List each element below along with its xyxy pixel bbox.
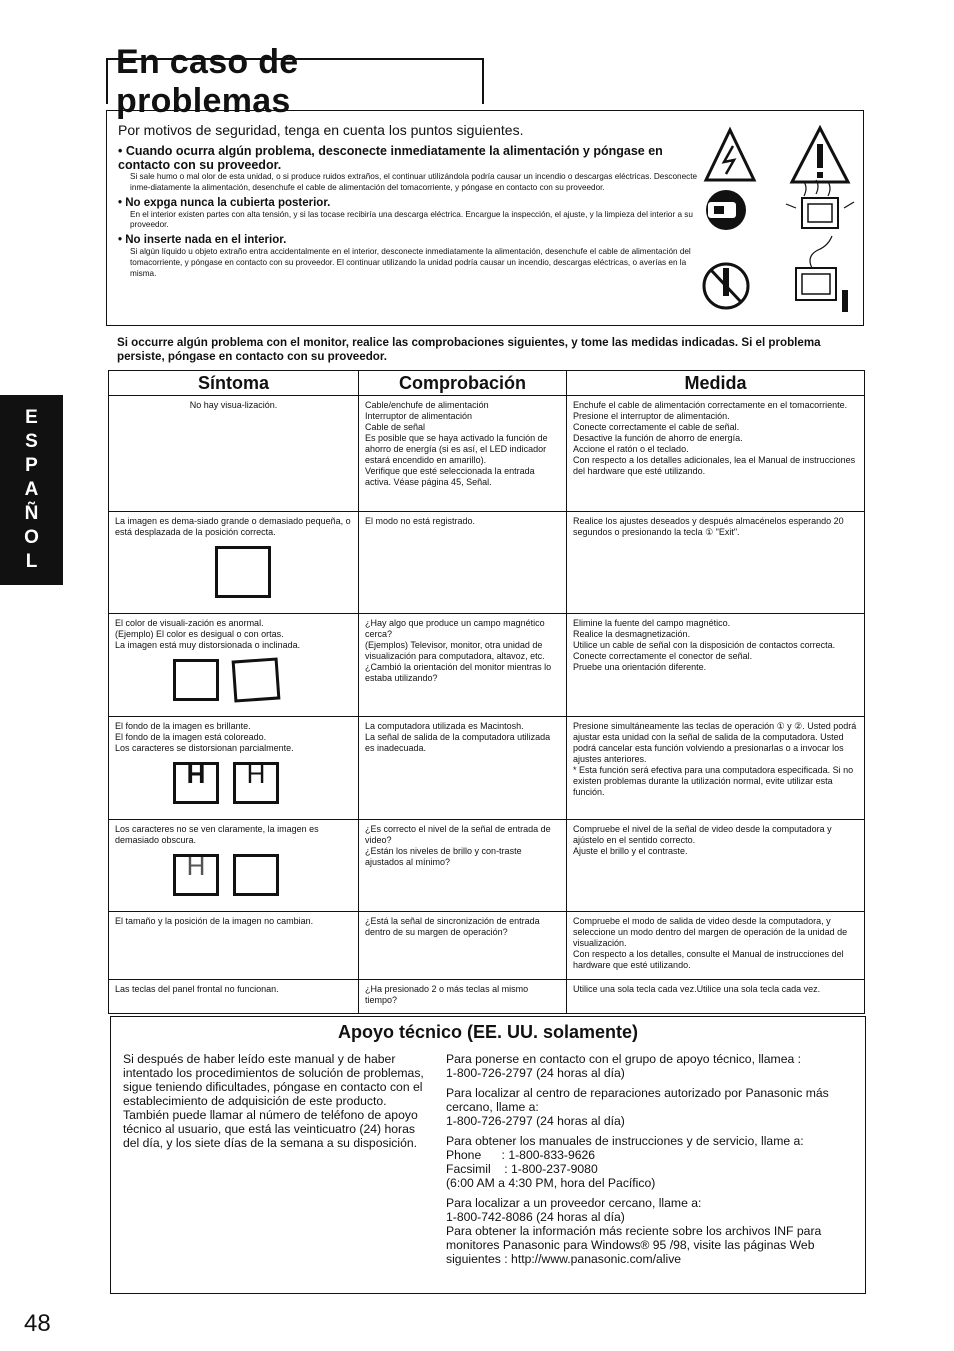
check-cell: ¿Ha presionado 2 o más teclas al mismo tiempo? — [359, 980, 567, 1014]
warning-text-2: En el interior existen partes con alta tensión, y si las tocase recibiría una descarga eléctrica. Encargue la inspección, el ajuste, y la limpieza del interior a su proveedor. — [130, 209, 693, 230]
color-spot-example-icon — [173, 659, 219, 701]
support-right-paragraph: Para localizar a un proveedor cercano, llame a: 1-800-742-8086 (24 horas al día) Para obtener la información más reciente sobre los archivos INF para monitores Panasonic para Windows® 95 /98, visite las páginas Web siguientes : http://www.panasonic.com/alive — [446, 1196, 822, 1266]
h-character-distorted-icon — [233, 759, 279, 804]
warning-text-3: Si algún líquido u objeto extraño entra accidentalmente en el interior, desconecte inmediatamente la alimentación, desenchufe el cable de alimentación del tomacorriente, y póngase en contacto con su proveedor. El continuar utilizando la unidad podría causar un incendio, descargas eléctricas, o averías en la misma. — [130, 247, 691, 278]
header-sintoma: Síntoma — [109, 371, 359, 396]
table-row — [109, 912, 865, 980]
h-glyph: H — [186, 851, 206, 881]
table-header-row — [109, 371, 865, 396]
tech-support-title: Apoyo técnico (EE. UU. solamente) — [337, 1022, 639, 1042]
action-cell: Enchufe el cable de alimentación correctamente en el tomacorriente. Presione el interruptor de alimentación. Conecte correctamente el cable de señal. Desactive la función de ahorro de energía. Accione el ratón o el teclado. Con respecto a los detalles adicionales, lea el Manual de instrucciones del hardware que esté utilizando. — [567, 396, 865, 512]
action-cell: Utilice una sola tecla cada vez.Utilice una sola tecla cada vez. — [567, 980, 865, 1014]
tech-support-left-column — [123, 1052, 425, 1150]
symptom-text: El color de visuali-zación es anormal. (Ejemplo) El color es desigual o con ortas. La imagen está muy distorsionada o inclinada. — [115, 618, 301, 650]
smoking-monitor-icon — [786, 180, 854, 228]
table-row — [109, 396, 865, 512]
caution-warning-icon — [792, 128, 848, 182]
symptom-text: El fondo de la imagen es brillante. El fondo de la imagen está coloreado. Los caracteres se distorsionan parcialmente. — [115, 721, 294, 753]
warning-illustrations — [700, 118, 860, 324]
no-disassembly-icon — [704, 264, 748, 308]
symptom-cell: El tamaño y la posición de la imagen no cambian. — [109, 912, 359, 980]
table-row — [109, 614, 865, 717]
instructions-paragraph: Si occurre algún problema con el monitor, realice las comprobaciones siguientes, y tome las medidas indicadas. Si el problema persiste, póngase en contacto con su proveedor. — [117, 336, 821, 363]
support-left-paragraph: Si después de haber leído este manual y de haber intentado los procedimientos de solución de problemas, sigue teniendo dificultades, póngase en contacto con el establecimiento de adquisición de este producto. — [123, 1052, 424, 1108]
check-cell: ¿Está la señal de sincronización de entrada dentro de su margen de operación? — [359, 912, 567, 980]
h-glyph: H — [246, 759, 266, 789]
action-cell: Realice los ajustes deseados y después almacénelos esperando 20 segundos o presionando la tecla ① "Exit". — [567, 512, 865, 614]
h-character-dim-icon — [173, 851, 219, 896]
table-row — [109, 980, 865, 1014]
action-cell: Compruebe el nivel de la señal de video desde la computadora y ajústelo en el sentido correcto. Ajuste el brillo y el contraste. — [567, 820, 865, 912]
side-tab-letter: L — [25, 551, 38, 572]
symptom-cell — [109, 820, 359, 912]
warning-heading-2: • No expga nunca la cubierta posterior. — [118, 196, 331, 209]
title-frame — [106, 43, 484, 120]
action-cell: Compruebe el modo de salida de video desde la computadora, y seleccione un modo dentro del margen de operación de la unidad de visualización. Con respecto a los detalles, consulte el Manual de instrucciones del hardware que esté utilizando. — [567, 912, 865, 980]
page-number: 48 — [24, 1310, 51, 1337]
dark-image-example-icon — [233, 854, 279, 896]
action-cell: Elimine la fuente del campo magnético. Realice la desmagnetización. Utilice un cable de señal con la disposición de contactos correcta. Conecte correctamente el conector de señal. Pruebe una orientación diferente. — [567, 614, 865, 717]
safety-warning-text — [118, 122, 698, 280]
unplug-icon — [706, 190, 746, 230]
troubleshooting-table — [108, 370, 865, 1014]
language-side-tab — [0, 395, 63, 585]
side-tab-letter: P — [25, 455, 38, 476]
symptom-cell — [109, 396, 359, 512]
support-left-paragraph: También puede llamar al número de teléfono de apoyo técnico al usuario, que está las veinticuatro (24) horas del día, y los siete días de la semana a su disposición. — [123, 1108, 418, 1150]
small-image-example-icon — [215, 546, 271, 598]
side-tab-letter: O — [24, 527, 39, 548]
page-title: En caso de problemas — [116, 43, 299, 120]
warning-heading-3: • No inserte nada en el interior. — [118, 234, 287, 247]
check-cell: ¿Es correcto el nivel de la señal de entrada de video? ¿Están los niveles de brillo y con-traste ajustados al mínimo? — [359, 820, 567, 912]
symptom-cell: Las teclas del panel frontal no funcionan. — [109, 980, 359, 1014]
electric-shock-warning-icon — [706, 130, 754, 180]
header-medida: Medida — [567, 371, 865, 396]
tech-support-right-column — [446, 1052, 862, 1272]
h-character-example-icon — [173, 759, 219, 804]
table-row — [109, 717, 865, 820]
table-row — [109, 820, 865, 912]
action-cell: Presione simultáneamente las teclas de operación ① y ②. Usted podrá ajustar esta unidad con la señal de salida de la computadora. Usted podrá cancelar esta función volviendo a presionarlas o a invocar los ajustes anteriores. * Esta función será efectiva para una computadora especificada. Si no existen problemas durante la utilización normal, evite utilizar esta función. — [567, 717, 865, 820]
check-cell: La computadora utilizada es Macintosh. La señal de salida de la computadora utilizada es inadecuada. — [359, 717, 567, 820]
symptom-text: No hay visua-lización. — [189, 400, 278, 410]
symptom-cell — [109, 614, 359, 717]
support-right-paragraph: Para obtener los manuales de instrucciones y de servicio, llame a: Phone : 1-800-833-9626 Facsimil : 1-800-237-9080 (6:00 AM a 4:30 PM, hora del Pacífico) — [446, 1134, 804, 1190]
side-tab-letter: E — [25, 407, 38, 428]
symptom-text: Los caracteres no se ven claramente, la imagen es demasiado obscura. — [115, 824, 319, 845]
support-right-paragraph: Para localizar al centro de reparaciones autorizado por Panasonic más cercano, llame a: 1-800-726-2797 (24 horas al día) — [446, 1086, 829, 1128]
table-row — [109, 512, 865, 614]
h-glyph: H — [186, 759, 206, 789]
warning-heading-1: • Cuando ocurra algún problema, desconecte inmediatamente la alimentación y póngase en contacto con su proveedor. — [118, 144, 663, 172]
support-right-paragraph: Para ponerse en contacto con el grupo de apoyo técnico, llamea : 1-800-726-2797 (24 horas al día) — [446, 1052, 802, 1080]
side-tab-letter: S — [25, 431, 38, 452]
check-cell: ¿Hay algo que produce un campo magnético cerca? (Ejemplos) Televisor, monitor, otra unidad de visualización para computadora, altavoz, etc. ¿Cambió la orientación del monitor mientras lo estaba utilizando? — [359, 614, 567, 717]
symptom-text: La imagen es dema-siado grande o demasiado pequeña, o está desplazada de la posición correcta. — [115, 516, 351, 537]
symptom-cell — [109, 717, 359, 820]
side-tab-letter: Ñ — [24, 503, 39, 524]
header-comprobacion: Comprobación — [359, 371, 567, 396]
liquid-monitor-icon — [796, 236, 848, 312]
symptom-cell — [109, 512, 359, 614]
check-cell: Cable/enchufe de alimentación Interruptor de alimentación Cable de señal Es posible que se haya activado la función de ahorro de energía (si es así, el LED indicador estará encendido en amarillo). Verifique que esté seleccionada la entrada activa. Véase página 45, Señal. — [359, 396, 567, 512]
side-tab-letter: A — [24, 479, 39, 500]
warning-text-1: Si sale humo o mal olor de esta unidad, o si produce ruidos extraños, el continuar utilizándola podría causar un incendio o descargas eléctricas. Desconecte inme-diatamente la alimentación, desenchufe el cable de alimentación del tomacorriente, y póngase en contacto con su proveedor. — [130, 172, 698, 192]
check-cell: El modo no está registrado. — [359, 512, 567, 614]
warning-intro: Por motivos de seguridad, tenga en cuenta los puntos siguientes. — [118, 122, 524, 138]
tilted-image-example-icon — [232, 657, 281, 702]
